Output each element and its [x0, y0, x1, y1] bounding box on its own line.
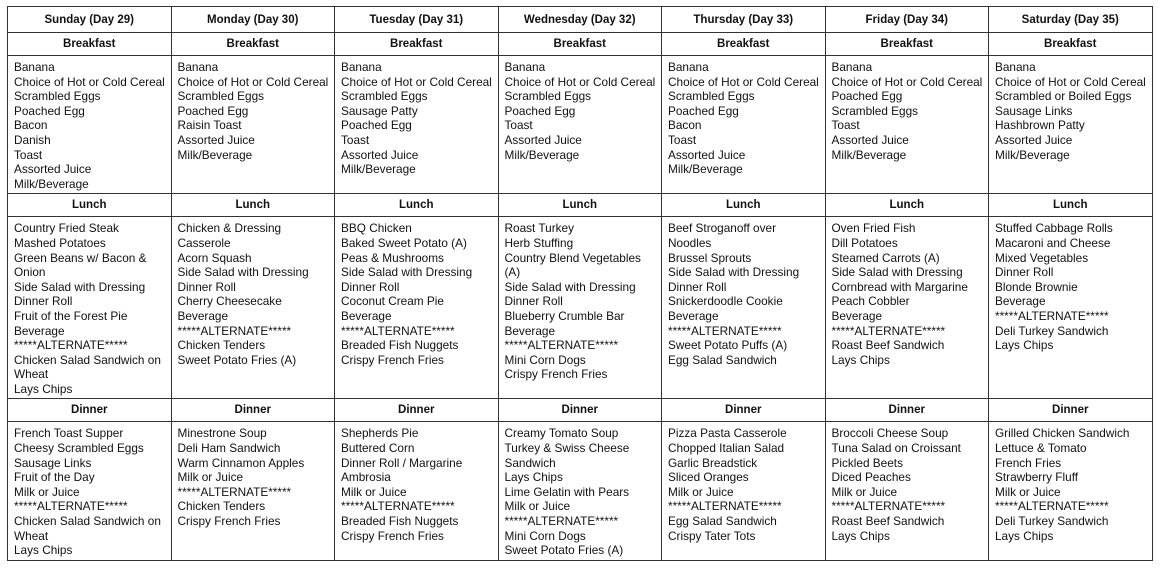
menu-item: Scrambled or Boiled Eggs	[995, 89, 1132, 104]
menu-item: Strawberry Fluff	[995, 470, 1079, 485]
menu-item: Scrambled Eggs	[14, 89, 101, 104]
menu-item: Crispy French Fries	[504, 367, 608, 382]
menu-item: Poached Egg	[177, 103, 249, 118]
menu-item: Banana	[504, 60, 546, 74]
menu-sheet	[7, 6, 1152, 561]
menu-item: Scrambled Eggs	[831, 103, 919, 118]
menu-item: Banana	[177, 60, 219, 74]
menu-item: Assorted Juice	[831, 132, 909, 147]
menu-item: Dinner Roll	[668, 279, 727, 294]
menu-item: Milk/Beverage	[504, 147, 580, 162]
menu-item: Mixed Vegetables	[995, 250, 1089, 265]
menu-item: Buttered Corn	[341, 441, 415, 456]
menu-item: Deli Ham Sandwich	[177, 441, 281, 456]
menu-item: Chicken & Dressing Casserole	[177, 221, 282, 250]
menu-item: Milk/Beverage	[668, 162, 743, 177]
menu-item: Milk or Juice	[341, 484, 407, 499]
menu-item: Choice of Hot or Cold Cereal	[995, 74, 1146, 89]
menu-item: Tuna Salad on Croissant	[831, 441, 961, 456]
menu-item: Assorted Juice	[14, 162, 92, 177]
dinner-label-row	[8, 399, 1153, 422]
menu-item: Lays Chips	[504, 470, 563, 485]
menu-item: Choice of Hot or Cold Cereal	[831, 74, 983, 89]
menu-item: Crispy French Fries	[341, 528, 444, 543]
menu-item: Milk/Beverage	[14, 176, 89, 191]
dinner-row	[8, 422, 1153, 560]
menu-item: *****ALTERNATE*****	[995, 308, 1109, 323]
lunch-items-cell	[498, 217, 662, 399]
breakfast-items-cell	[989, 56, 1153, 194]
breakfast-label: Breakfast	[335, 33, 499, 56]
menu-item: Breaded Fish Nuggets	[341, 514, 459, 529]
menu-item: Assorted Juice	[995, 132, 1073, 147]
dinner-label: Dinner	[171, 399, 335, 422]
breakfast-label: Breakfast	[825, 33, 989, 56]
menu-item: Beverage	[341, 308, 392, 323]
menu-item: Choice of Hot or Cold Cereal	[14, 74, 165, 89]
menu-item: *****ALTERNATE*****	[341, 499, 455, 514]
menu-item: Banana	[995, 60, 1036, 74]
dinner-label: Dinner	[335, 399, 499, 422]
menu-item: Sausage Patty	[341, 103, 418, 118]
menu-item: BBQ Chicken	[341, 221, 412, 236]
menu-item: Coconut Cream Pie	[341, 294, 444, 309]
day-header: Wednesday (Day 32)	[498, 7, 662, 33]
menu-item: Choice of Hot or Cold Cereal	[177, 74, 329, 89]
menu-item: Sweet Potato Fries (A)	[504, 543, 624, 558]
menu-item: Chicken Tenders	[177, 338, 266, 353]
menu-item: Beverage	[504, 323, 555, 338]
menu-item: Bacon	[668, 118, 702, 133]
day-header: Thursday (Day 33)	[662, 7, 826, 33]
menu-item: Poached Egg	[341, 118, 412, 133]
dinner-items-cell	[8, 422, 172, 560]
menu-item: Ambrosia	[341, 470, 391, 485]
menu-item: Banana	[668, 60, 709, 74]
menu-item: Dinner Roll	[341, 279, 400, 294]
menu-item: Beverage	[668, 308, 719, 323]
menu-item: Beverage	[831, 308, 882, 323]
menu-item: *****ALTERNATE*****	[504, 514, 619, 529]
menu-item: Assorted Juice	[341, 147, 419, 162]
menu-item: Stuffed Cabbage Rolls	[995, 221, 1113, 236]
menu-item: Pizza Pasta Casserole	[668, 426, 787, 441]
menu-item: Breaded Fish Nuggets	[341, 338, 459, 353]
menu-item: Country Fried Steak	[14, 221, 119, 236]
menu-item: Dinner Roll	[504, 294, 563, 309]
menu-item: Sweet Potato Fries (A)	[177, 352, 297, 367]
menu-item: Cherry Cheesecake	[177, 294, 282, 309]
menu-item: Side Salad with Dressing	[668, 265, 800, 280]
menu-item: Poached Egg	[14, 103, 85, 118]
menu-item: Peach Cobbler	[831, 294, 910, 309]
breakfast-label: Breakfast	[498, 33, 662, 56]
dinner-items-cell	[825, 422, 989, 560]
breakfast-items-cell	[171, 56, 335, 194]
menu-item: Shepherds Pie	[341, 426, 419, 441]
menu-item: Crispy Tater Tots	[668, 528, 756, 543]
lunch-label: Lunch	[335, 194, 499, 217]
menu-item: Choice of Hot or Cold Cereal	[341, 74, 492, 89]
menu-item: *****ALTERNATE*****	[177, 323, 292, 338]
breakfast-items-cell	[498, 56, 662, 194]
menu-item: Creamy Tomato Soup	[504, 426, 619, 441]
menu-item: Green Beans w/ Bacon & Onion	[14, 250, 147, 280]
menu-item: Chicken Tenders	[177, 499, 266, 514]
menu-item: Cornbread with Margarine	[831, 279, 968, 294]
menu-item: Sweet Potato Puffs (A)	[668, 338, 788, 353]
menu-item: Sausage Links	[995, 103, 1073, 118]
menu-item: Country Blend Vegetables (A)	[504, 250, 641, 280]
breakfast-items-cell	[825, 56, 989, 194]
menu-item: Assorted Juice	[668, 147, 746, 162]
menu-item: Acorn Squash	[177, 250, 252, 265]
dinner-items-cell	[662, 422, 826, 560]
dinner-label: Dinner	[498, 399, 662, 422]
menu-item: *****ALTERNATE*****	[177, 484, 292, 499]
menu-item: *****ALTERNATE*****	[995, 499, 1109, 514]
menu-item: Lays Chips	[14, 381, 73, 396]
day-header: Tuesday (Day 31)	[335, 7, 499, 33]
menu-item: Beverage	[14, 323, 65, 338]
menu-item: Lays Chips	[831, 352, 890, 367]
menu-item: Baked Sweet Potato (A)	[341, 235, 467, 250]
dinner-items-cell	[498, 422, 662, 560]
menu-item: *****ALTERNATE*****	[668, 499, 782, 514]
menu-item: Milk/Beverage	[341, 162, 416, 177]
breakfast-label-row	[8, 33, 1153, 56]
day-header: Saturday (Day 35)	[989, 7, 1153, 33]
menu-item: Poached Egg	[504, 103, 576, 118]
breakfast-label: Breakfast	[989, 33, 1153, 56]
menu-item: Beef Stroganoff over Noodles	[668, 221, 776, 250]
menu-item: Milk or Juice	[177, 470, 244, 485]
breakfast-label: Breakfast	[662, 33, 826, 56]
menu-item: Chicken Salad Sandwich on Wheat	[14, 514, 161, 543]
breakfast-items-cell	[8, 56, 172, 194]
menu-item: Mini Corn Dogs	[504, 352, 586, 367]
menu-item: Milk/Beverage	[831, 147, 907, 162]
menu-item: Danish	[14, 132, 51, 147]
menu-item: Choice of Hot or Cold Cereal	[504, 74, 656, 89]
menu-item: *****ALTERNATE*****	[14, 338, 128, 353]
dinner-items-cell	[335, 422, 499, 560]
lunch-items-cell	[989, 217, 1153, 399]
menu-item: *****ALTERNATE*****	[831, 323, 946, 338]
dinner-items-cell	[989, 422, 1153, 560]
menu-item: Milk or Juice	[504, 499, 571, 514]
menu-item: Lime Gelatin with Pears	[504, 484, 630, 499]
day-header: Monday (Day 30)	[171, 7, 335, 33]
menu-item: Roast Beef Sandwich	[831, 514, 945, 529]
menu-item: Grilled Chicken Sandwich	[995, 426, 1130, 441]
menu-item: Fruit of the Forest Pie	[14, 308, 128, 323]
menu-item: Blueberry Crumble Bar	[504, 308, 625, 323]
menu-item: *****ALTERNATE*****	[341, 323, 455, 338]
dinner-label: Dinner	[989, 399, 1153, 422]
menu-item: Hashbrown Patty	[995, 118, 1085, 133]
breakfast-items-cell	[662, 56, 826, 194]
menu-item: Broccoli Cheese Soup	[831, 426, 949, 441]
lunch-items-cell	[8, 217, 172, 399]
menu-item: Milk or Juice	[831, 484, 898, 499]
lunch-label: Lunch	[498, 194, 662, 217]
day-header-row	[8, 7, 1153, 33]
weekly-menu-table	[7, 6, 1153, 561]
menu-item: Lettuce & Tomato	[995, 441, 1087, 456]
menu-item: *****ALTERNATE*****	[14, 499, 128, 514]
menu-item: Sausage Links	[14, 455, 92, 470]
dinner-label: Dinner	[825, 399, 989, 422]
menu-item: Assorted Juice	[504, 132, 582, 147]
menu-item: Raisin Toast	[177, 118, 242, 133]
lunch-items-cell	[171, 217, 335, 399]
menu-item: Assorted Juice	[177, 132, 255, 147]
lunch-label: Lunch	[8, 194, 172, 217]
menu-item: Warm Cinnamon Apples	[177, 455, 305, 470]
menu-item: Side Salad with Dressing	[14, 279, 146, 294]
lunch-items-cell	[335, 217, 499, 399]
lunch-label: Lunch	[662, 194, 826, 217]
dinner-items-cell	[171, 422, 335, 560]
menu-item: Milk or Juice	[995, 484, 1061, 499]
menu-item: Dinner Roll	[14, 294, 73, 309]
menu-item: Poached Egg	[831, 89, 903, 104]
menu-item: Turkey & Swiss Cheese Sandwich	[504, 441, 630, 470]
menu-item: Deli Turkey Sandwich	[995, 323, 1109, 338]
menu-item: *****ALTERNATE*****	[504, 338, 619, 353]
menu-item: Lays Chips	[995, 528, 1054, 543]
dinner-label: Dinner	[8, 399, 172, 422]
menu-item: Scrambled Eggs	[504, 89, 592, 104]
menu-item: Mashed Potatoes	[14, 235, 106, 250]
menu-item: Chopped Italian Salad	[668, 441, 785, 456]
menu-item: Milk/Beverage	[995, 147, 1070, 162]
menu-item: Dill Potatoes	[831, 235, 898, 250]
menu-item: Milk/Beverage	[177, 147, 253, 162]
menu-item: Milk or Juice	[14, 484, 80, 499]
breakfast-row	[8, 56, 1153, 194]
menu-item: Blonde Brownie	[995, 279, 1078, 294]
lunch-label: Lunch	[825, 194, 989, 217]
menu-item: Lays Chips	[831, 528, 890, 543]
menu-item: Sliced Oranges	[668, 470, 749, 485]
menu-item: French Fries	[995, 455, 1062, 470]
menu-item: Banana	[831, 60, 873, 74]
breakfast-label: Breakfast	[171, 33, 335, 56]
menu-item: Beverage	[995, 294, 1046, 309]
menu-item: Dinner Roll	[177, 279, 236, 294]
menu-item: Roast Beef Sandwich	[831, 338, 945, 353]
menu-item: Minestrone Soup	[177, 426, 267, 441]
day-header: Sunday (Day 29)	[8, 7, 172, 33]
menu-item: *****ALTERNATE*****	[831, 499, 946, 514]
menu-item: Pickled Beets	[831, 455, 903, 470]
menu-item: Side Salad with Dressing	[341, 265, 473, 280]
menu-item: Scrambled Eggs	[341, 89, 428, 104]
menu-item: Banana	[14, 60, 55, 74]
menu-item: Toast	[341, 132, 370, 147]
menu-item: French Toast Supper	[14, 426, 124, 441]
menu-item: Side Salad with Dressing	[831, 265, 963, 280]
menu-item: Egg Salad Sandwich	[668, 514, 777, 529]
lunch-items-cell	[662, 217, 826, 399]
menu-item: Scrambled Eggs	[177, 89, 265, 104]
menu-item: *****ALTERNATE*****	[668, 323, 782, 338]
menu-item: Crispy French Fries	[341, 352, 444, 367]
menu-item: Beverage	[177, 308, 228, 323]
menu-item: Snickerdoodle Cookie	[668, 294, 783, 309]
menu-item: Diced Peaches	[831, 470, 911, 485]
menu-item: Side Salad with Dressing	[504, 279, 636, 294]
menu-item: Bacon	[14, 118, 48, 133]
menu-item: Mini Corn Dogs	[504, 528, 586, 543]
menu-item: Side Salad with Dressing	[177, 265, 309, 280]
lunch-row	[8, 217, 1153, 399]
lunch-items-cell	[825, 217, 989, 399]
lunch-label-row	[8, 194, 1153, 217]
menu-item: Toast	[14, 147, 43, 162]
menu-item: Deli Turkey Sandwich	[995, 514, 1109, 529]
menu-item: Milk or Juice	[668, 484, 734, 499]
menu-item: Cheesy Scrambled Eggs	[14, 441, 144, 456]
menu-item: Herb Stuffing	[504, 235, 574, 250]
menu-item: Egg Salad Sandwich	[668, 352, 777, 367]
menu-item: Poached Egg	[668, 103, 739, 118]
menu-item: Fruit of the Day	[14, 470, 95, 485]
menu-item: Macaroni and Cheese	[995, 235, 1111, 250]
menu-item: Dinner Roll / Margarine	[341, 455, 463, 470]
menu-item: Garlic Breadstick	[668, 455, 758, 470]
menu-item: Choice of Hot or Cold Cereal	[668, 74, 819, 89]
menu-item: Brussel Sprouts	[668, 250, 752, 265]
menu-item: Scrambled Eggs	[668, 89, 755, 104]
menu-item: Chicken Salad Sandwich on Wheat	[14, 352, 161, 382]
menu-item: Crispy French Fries	[177, 514, 281, 529]
day-header: Friday (Day 34)	[825, 7, 989, 33]
menu-item: Lays Chips	[14, 543, 73, 558]
breakfast-items-cell	[335, 56, 499, 194]
menu-item: Toast	[668, 132, 697, 147]
menu-item: Banana	[341, 60, 382, 74]
dinner-label: Dinner	[662, 399, 826, 422]
menu-item: Roast Turkey	[504, 221, 574, 236]
menu-item: Toast	[504, 118, 533, 133]
menu-item: Toast	[831, 118, 860, 133]
menu-item: Dinner Roll	[995, 265, 1054, 280]
menu-item: Oven Fried Fish	[831, 221, 916, 236]
lunch-label: Lunch	[989, 194, 1153, 217]
menu-item: Peas & Mushrooms	[341, 250, 444, 265]
breakfast-label: Breakfast	[8, 33, 172, 56]
menu-item: Steamed Carrots (A)	[831, 250, 940, 265]
lunch-label: Lunch	[171, 194, 335, 217]
menu-item: Lays Chips	[995, 338, 1054, 353]
